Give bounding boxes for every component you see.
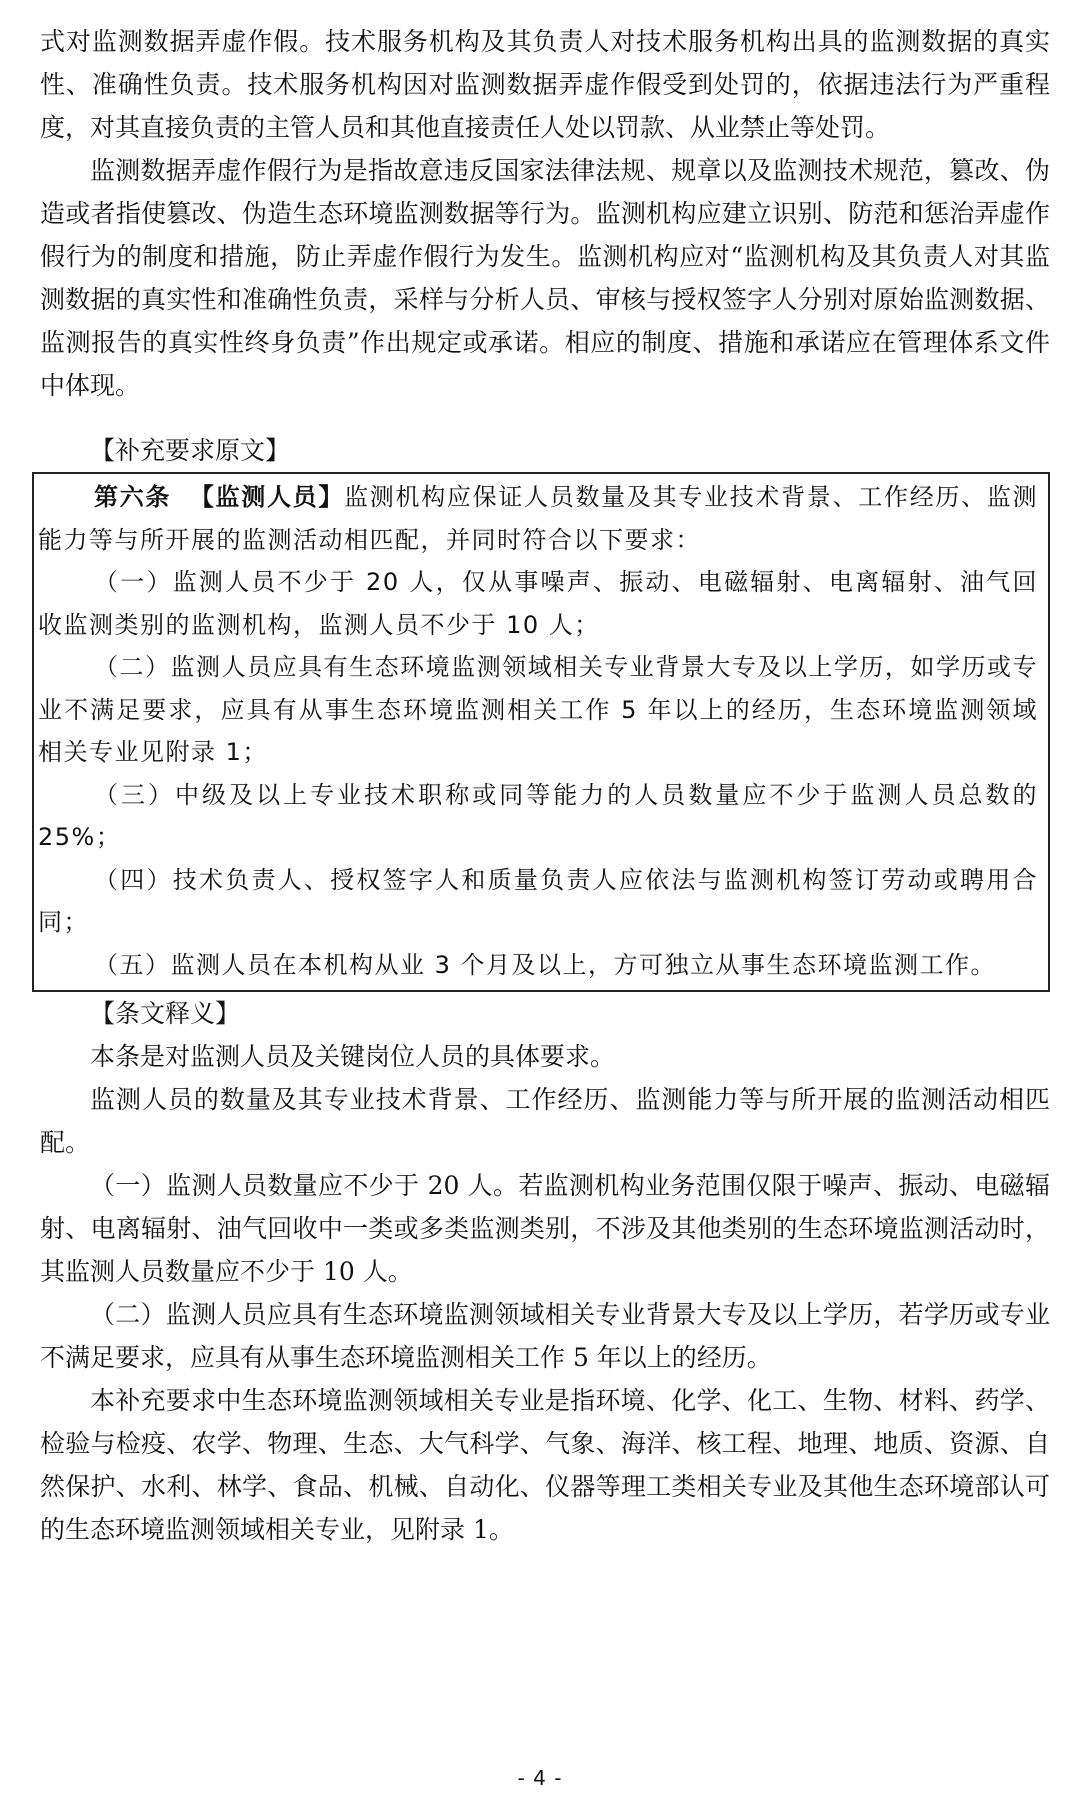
article-item-1: （一）监测人员不少于 20 人，仅从事噪声、振动、电磁辐射、电离辐射、油气回收监测类别的监测机构，监测人员不少于 10 人； <box>38 568 1038 639</box>
interpretation-paragraph-2: 监测人员的数量及其专业技术背景、工作经历、监测能力等与所开展的监测活动相匹配。 <box>40 1085 1050 1157</box>
article-item-2: （二）监测人员应具有生态环境监测领域相关专业背景大专及以上学历，如学历或专业不满足要求，应具有从事生态环境监测相关工作 5 年以上的经历，生态环境监测领域相关专业见附录 1； <box>38 653 1038 766</box>
supplement-requirement-box <box>32 472 1050 992</box>
supplement-requirement-label: 【补充要求原文】 <box>90 436 291 465</box>
interpretation-paragraph-3: （一）监测人员数量应不少于 20 人。若监测机构业务范围仅限于噪声、振动、电磁辐射、电离辐射、油气回收中一类或多类监测类别，不涉及其他类别的生态环境监测活动时，其监测人员数量应不少于 10 人。 <box>40 1171 1050 1286</box>
interpretation-paragraph-5: 本补充要求中生态环境监测领域相关专业是指环境、化学、化工、生物、材料、药学、检验与检疫、农学、物理、生态、大气科学、气象、海洋、核工程、地理、地质、资源、自然保护、水利、林学、食品、机械、自动化、仪器等理工类相关专业及其他生态环境部认可的生态环境监测领域相关专业，见附录 1。 <box>40 1386 1050 1544</box>
interpretation-label: 【条文释义】 <box>90 999 241 1028</box>
article-item-5: （五）监测人员在本机构从业 3 个月及以上，方可独立从事生态环境监测工作。 <box>94 950 997 979</box>
interpretation-paragraph-4: （二）监测人员应具有生态环境监测领域相关专业背景大专及以上学历，若学历或专业不满足要求，应具有从事生态环境监测相关工作 5 年以上的经历。 <box>40 1300 1050 1372</box>
paragraph-data-fraud-definition: 监测数据弄虚作假行为是指故意违反国家法律法规、规章以及监测技术规范，篡改、伪造或者指使篡改、伪造生态环境监测数据等行为。监测机构应建立识别、防范和惩治弄虚作假行为的制度和措施，防止弄虚作假行为发生。监测机构应对“监测机构及其负责人对其监测数据的真实性和准确性负责，采样与分析人员、审核与授权签字人分别对原始监测数据、监测报告的真实性终身负责”作出规定或承诺。相应的制度、措施和承诺应在管理体系文件中体现。 <box>40 156 1050 400</box>
paragraph-continuation: 式对监测数据弄虚作假。技术服务机构及其负责人对技术服务机构出具的监测数据的真实性、准确性负责。技术服务机构因对监测数据弄虚作假受到处罚的，依据违法行为严重程度，对其直接负责的主管人员和其他直接责任人处以罚款、从业禁止等处罚。 <box>40 27 1050 142</box>
article-intro <box>38 476 1038 561</box>
article-item-4: （四）技术负责人、授权签字人和质量负责人应依法与监测机构签订劳动或聘用合同； <box>38 865 1038 936</box>
article-intro-text: 监测机构应保证人员数量及其专业技术背景、工作经历、监测能力等与所开展的监测活动相匹配，并同时符合以下要求： <box>38 483 1039 554</box>
interpretation-paragraph-1: 本条是对监测人员及关键岗位人员的具体要求。 <box>90 1042 616 1071</box>
article-title: 【监测人员】 <box>189 483 345 511</box>
page-content <box>40 20 1050 1551</box>
article-number: 第六条 <box>94 483 172 511</box>
article-item-3: （三）中级及以上专业技术职称或同等能力的人员数量应不少于监测人员总数的 25%； <box>38 780 1038 851</box>
page-number: - 4 - <box>517 1766 563 1790</box>
